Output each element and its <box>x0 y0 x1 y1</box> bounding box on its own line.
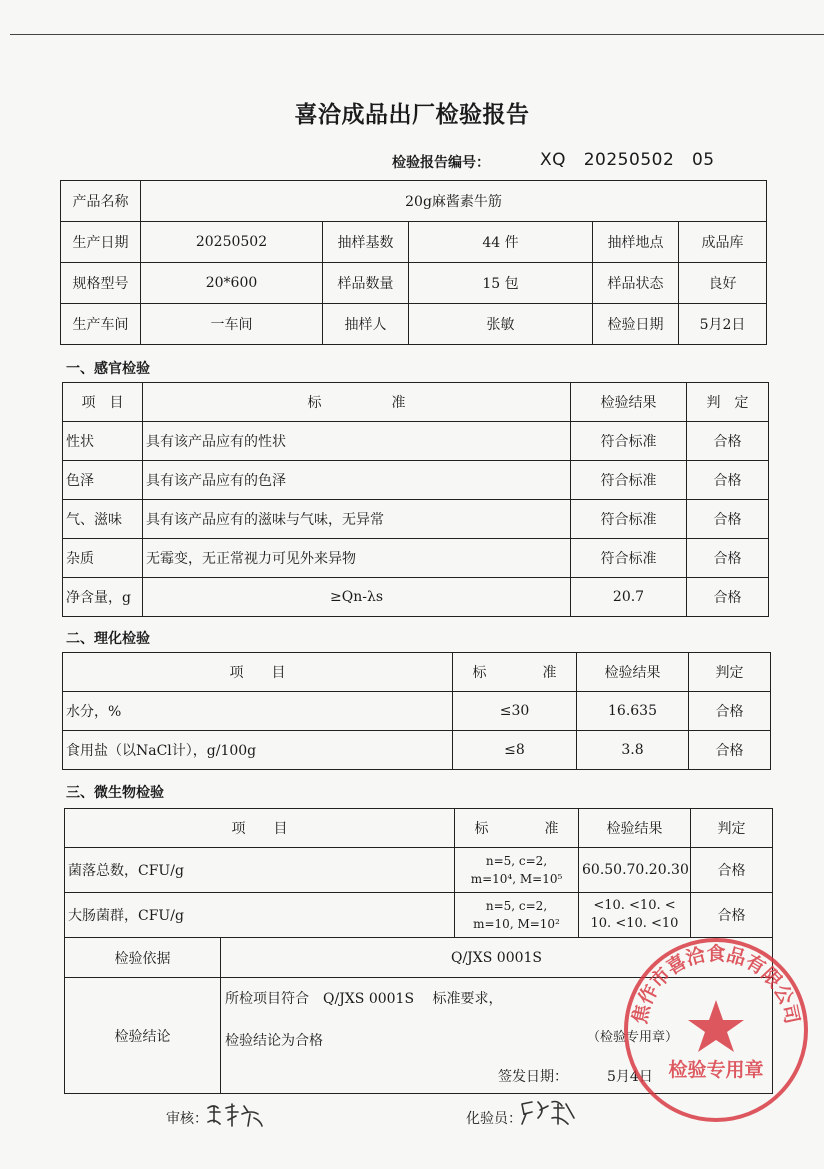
cell-result: 符合标准 <box>571 461 687 500</box>
col-header-result: 检验结果 <box>577 653 689 692</box>
tester-label: 化验员： <box>466 1111 522 1127</box>
sample-place-label: 抽样地点 <box>593 222 679 263</box>
cell-result: 符合标准 <box>571 422 687 461</box>
result-line-1: <10. <10. < <box>593 898 676 913</box>
cell-judge: 合格 <box>687 422 769 461</box>
seal-dept-text: 检验专用章 <box>668 1059 764 1081</box>
col-header-item: 项 目 <box>65 809 455 848</box>
prod-date-label: 生产日期 <box>61 222 141 263</box>
product-name-value: 20g麻酱素牛筋 <box>141 181 767 222</box>
table-row <box>63 422 769 461</box>
col-header-standard: 标 准 <box>453 653 577 692</box>
workshop-value: 一车间 <box>141 304 323 345</box>
seal-note: （检验专用章） <box>587 1030 679 1045</box>
cell-result: 符合标准 <box>571 539 687 578</box>
top-rule <box>10 34 824 35</box>
sample-base-value: 44 件 <box>409 222 593 263</box>
cell-result: 20.7 <box>571 578 687 617</box>
col-header-standard: 标 准 <box>143 383 571 422</box>
sample-qty-value: 15 包 <box>409 263 593 304</box>
reviewer-label: 审核： <box>166 1111 208 1127</box>
report-no-label: 检验报告编号： <box>392 155 490 171</box>
reviewer-signature <box>204 1100 268 1130</box>
conclusion-line-1: 所检项目符合 Q/JXS 0001S 标准要求， <box>225 991 503 1007</box>
report-title: 喜洽成品出厂检验报告 <box>294 102 530 128</box>
section-heading-micro: 三、微生物检验 <box>66 785 164 801</box>
prod-date-value: 20250502 <box>141 222 323 263</box>
cell-standard: 无霉变，无正常视力可见外来异物 <box>143 539 571 578</box>
table-row <box>63 539 769 578</box>
sample-state-label: 样品状态 <box>593 263 679 304</box>
cell-judge: 合格 <box>689 692 771 731</box>
col-header-item: 项 目 <box>63 383 143 422</box>
cell-standard <box>455 848 579 893</box>
cell-standard: 具有该产品应有的性状 <box>143 422 571 461</box>
col-header-judge: 判定 <box>691 809 773 848</box>
cell-item: 食用盐（以NaCl计），g/100g <box>63 731 453 770</box>
col-header-standard: 标 准 <box>455 809 579 848</box>
conclusion-label: 检验结论 <box>65 978 221 1094</box>
col-header-item: 项 目 <box>63 653 453 692</box>
table-row <box>63 731 771 770</box>
cell-result: 16.635 <box>577 692 689 731</box>
result-line-1: 60.50.70.20.30 <box>582 862 689 878</box>
table-row <box>63 692 771 731</box>
sample-place-value: 成品库 <box>679 222 767 263</box>
cell-standard: 具有该产品应有的滋味与气味，无异常 <box>143 500 571 539</box>
issue-date-value: 5月4日 <box>607 1069 653 1085</box>
cell-standard: ≤30 <box>453 692 577 731</box>
table-row <box>63 578 769 617</box>
report-no-value: XQ 20250502 05 <box>540 150 715 170</box>
table-row <box>63 500 769 539</box>
cell-judge: 合格 <box>687 539 769 578</box>
cell-standard: ≤8 <box>453 731 577 770</box>
inspect-date-value: 5月2日 <box>679 304 767 345</box>
col-header-judge: 判 定 <box>687 383 769 422</box>
cell-result: 符合标准 <box>571 500 687 539</box>
cell-judge: 合格 <box>689 731 771 770</box>
cell-result <box>579 848 691 893</box>
cell-judge: 合格 <box>687 461 769 500</box>
cell-item: 杂质 <box>63 539 143 578</box>
cell-standard <box>455 893 579 938</box>
col-header-result: 检验结果 <box>571 383 687 422</box>
inspect-date-label: 检验日期 <box>593 304 679 345</box>
sampler-label: 抽样人 <box>323 304 409 345</box>
std-line-2: m=10, M=10² <box>473 917 560 931</box>
sample-state-value: 良好 <box>679 263 767 304</box>
std-line-1: n=5, c=2, <box>485 899 548 913</box>
issue-date-label: 签发日期： <box>498 1069 568 1085</box>
cell-item: 气、滋味 <box>63 500 143 539</box>
product-info-table <box>60 180 767 345</box>
col-header-result: 检验结果 <box>579 809 691 848</box>
col-header-judge: 判定 <box>689 653 771 692</box>
table-row <box>65 848 773 893</box>
workshop-label: 生产车间 <box>61 304 141 345</box>
cell-item: 水分，% <box>63 692 453 731</box>
company-seal <box>616 930 816 1130</box>
cell-judge: 合格 <box>691 893 773 938</box>
product-name-label: 产品名称 <box>61 181 141 222</box>
cell-judge: 合格 <box>687 578 769 617</box>
table-row <box>63 461 769 500</box>
cell-standard: 具有该产品应有的色泽 <box>143 461 571 500</box>
spec-value: 20*600 <box>141 263 323 304</box>
std-line-1: n=5, c=2, <box>485 854 548 868</box>
sampler-value: 张敏 <box>409 304 593 345</box>
result-line-2: 10. <10. <10 <box>590 916 679 931</box>
cell-item: 性状 <box>63 422 143 461</box>
spec-label: 规格型号 <box>61 263 141 304</box>
conclusion-line-2: 检验结论为合格 <box>225 1033 323 1049</box>
cell-item: 大肠菌群，CFU/g <box>65 893 455 938</box>
tester-signature <box>518 1096 582 1128</box>
basis-label: 检验依据 <box>65 938 221 978</box>
basis-value: Q/JXS 0001S <box>221 938 773 978</box>
cell-judge: 合格 <box>691 848 773 893</box>
seal-star-icon <box>688 1000 744 1052</box>
cell-item: 净含量，g <box>63 578 143 617</box>
cell-result: 3.8 <box>577 731 689 770</box>
sample-base-label: 抽样基数 <box>323 222 409 263</box>
section-heading-physchem: 二、理化检验 <box>66 631 150 647</box>
cell-item: 色泽 <box>63 461 143 500</box>
physchem-table <box>62 652 771 770</box>
cell-standard: ≥Qn-λs <box>143 578 571 617</box>
section-heading-sensory: 一、感官检验 <box>66 361 150 377</box>
sample-qty-label: 样品数量 <box>323 263 409 304</box>
seal-company-text: 焦作市喜洽食品有限公司 <box>628 943 804 1026</box>
sensory-table <box>62 382 769 617</box>
std-line-2: m=10⁴, M=10⁵ <box>470 872 563 886</box>
cell-item: 菌落总数，CFU/g <box>65 848 455 893</box>
cell-judge: 合格 <box>687 500 769 539</box>
